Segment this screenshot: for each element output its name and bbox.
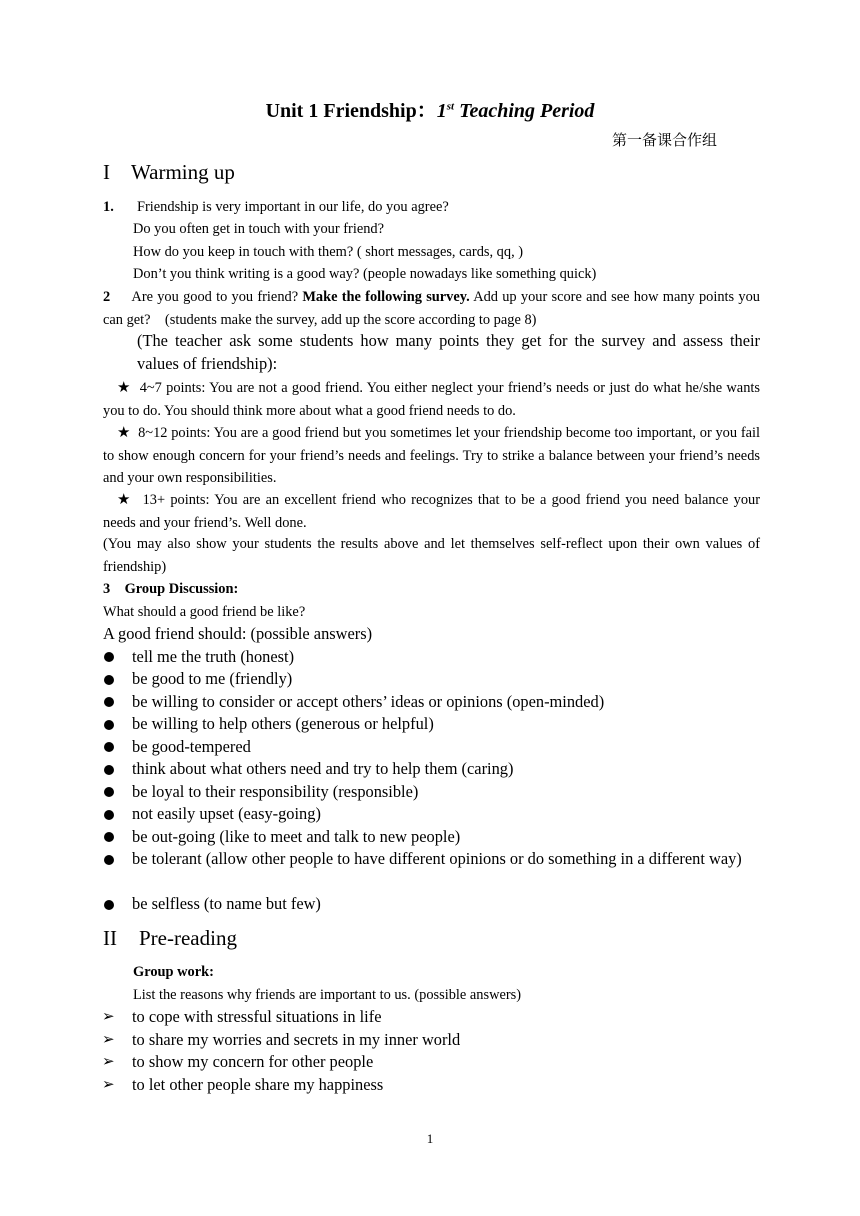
list-item: be out-going (like to meet and talk to new people)	[132, 827, 461, 846]
title-ordinal-suffix: st	[446, 100, 455, 113]
teacher-tip: (You may also show your students the results above and let themselves self-reflect upon their own values of friendship)	[103, 536, 760, 575]
page-number: 1	[426, 1131, 434, 1146]
survey-result	[103, 488, 760, 534]
section-title: Warming up	[131, 160, 235, 184]
list-item: be loyal to their responsibility (responsible)	[132, 782, 419, 801]
q2-text: Are you good to you friend?	[131, 289, 303, 305]
star-icon: ★	[117, 423, 131, 441]
bullet-dot-icon	[104, 787, 114, 797]
arrow-bullet-icon: ➢	[102, 1007, 115, 1025]
bullet-dot-icon	[104, 832, 114, 842]
list-item: not easily upset (easy-going)	[132, 804, 321, 823]
section-number: II	[103, 926, 117, 950]
list-item: think about what others need and try to help them (caring)	[132, 759, 514, 778]
arrow-bullet-icon: ➢	[102, 1075, 115, 1093]
q2-text-rest: Add up your score and see how many points you can get? (students make the survey, add up the score according to page 8)	[103, 289, 760, 328]
arrow-bullet-icon: ➢	[102, 1052, 115, 1070]
bullet-dot-icon	[104, 810, 114, 820]
bullet-dot-icon	[104, 697, 114, 707]
list-item: to show my concern for other people	[132, 1052, 374, 1071]
teacher-note: (The teacher ask some students how many points they get for the survey and assess their values of friendship):	[137, 331, 760, 373]
q1-line: Friendship is very important in our life, do you agree?	[137, 199, 449, 215]
q2-bold-text: Make the following survey.	[302, 289, 470, 305]
q2-paragraph	[103, 286, 760, 331]
list-item: be good to me (friendly)	[132, 669, 293, 688]
star-icon: ★	[117, 378, 132, 396]
arrow-bullet-icon: ➢	[102, 1030, 115, 1048]
document-subtitle: 第一备课合作组	[612, 133, 718, 149]
list-item: be selfless (to name but few)	[132, 894, 321, 913]
bullet-dot-icon	[104, 855, 114, 865]
survey-result	[103, 421, 760, 490]
title-period	[437, 100, 595, 122]
list-item: to share my worries and secrets in my inner world	[132, 1030, 461, 1049]
group-work-intro: List the reasons why friends are important to us. (possible answers)	[133, 987, 522, 1003]
list-item: be good-tempered	[132, 737, 251, 756]
list-item: to cope with stressful situations in life	[132, 1007, 382, 1026]
list-item: be tolerant (allow other people to have different opinions or do something in a different way)	[132, 849, 742, 868]
survey-result-text: 8~12 points: You are a good friend but you sometimes let your friendship become too important, or you fail to show enough concern for your friend’s needs and feelings. Try to strike a balance between your friend’s needs and your own responsibilities.	[103, 425, 760, 486]
q3-heading	[103, 578, 238, 601]
q3-heading-text: Group Discussion:	[124, 581, 239, 597]
title-rest: Teaching Period	[454, 100, 595, 122]
survey-result-text: 13+ points: You are an excellent friend who recognizes that to be a good friend you need balance your needs and your friend’s. Well done.	[103, 492, 760, 531]
question-number-3: 3	[103, 581, 111, 597]
bullet-dot-icon	[104, 765, 114, 775]
bullet-dot-icon	[104, 652, 114, 662]
q1-line: Do you often get in touch with your friend?	[133, 221, 384, 237]
bullet-dot-icon	[104, 675, 114, 685]
bullet-dot-icon	[104, 900, 114, 910]
q1-line: How do you keep in touch with them? ( short messages, cards, qq, )	[133, 244, 524, 260]
bullet-dot-icon	[104, 742, 114, 752]
list-item: tell me the truth (honest)	[132, 647, 295, 666]
list-item: to let other people share my happiness	[132, 1075, 384, 1094]
survey-result-text: 4~7 points: You are not a good friend. You either neglect your friend’s needs or just do what he/she wants you to do. You should think more about what a good friend needs to do.	[103, 380, 760, 419]
section-title: Pre-reading	[139, 926, 237, 950]
list-item: be willing to help others (generous or helpful)	[132, 714, 434, 733]
section-heading-warming-up	[103, 160, 235, 185]
survey-result	[103, 376, 760, 422]
section-heading-pre-reading	[103, 926, 237, 951]
star-icon: ★	[117, 490, 133, 508]
question-number-2: 2	[103, 289, 111, 305]
title-ordinal: 1	[436, 100, 447, 122]
document-title	[0, 94, 860, 123]
section-number: I	[103, 160, 110, 184]
list-item: be willing to consider or accept others’ ideas or opinions (open-minded)	[132, 692, 605, 711]
bullet-dot-icon	[104, 720, 114, 730]
title-main: Unit 1 Friendship：	[265, 100, 437, 122]
question-number-1: 1.	[103, 199, 114, 215]
q3-question: What should a good friend be like?	[103, 604, 306, 620]
group-work-heading: Group work:	[133, 964, 214, 980]
q1-line: Don’t you think writing is a good way? (people nowadays like something quick)	[133, 266, 597, 282]
q3-intro: A good friend should: (possible answers)	[103, 624, 373, 643]
